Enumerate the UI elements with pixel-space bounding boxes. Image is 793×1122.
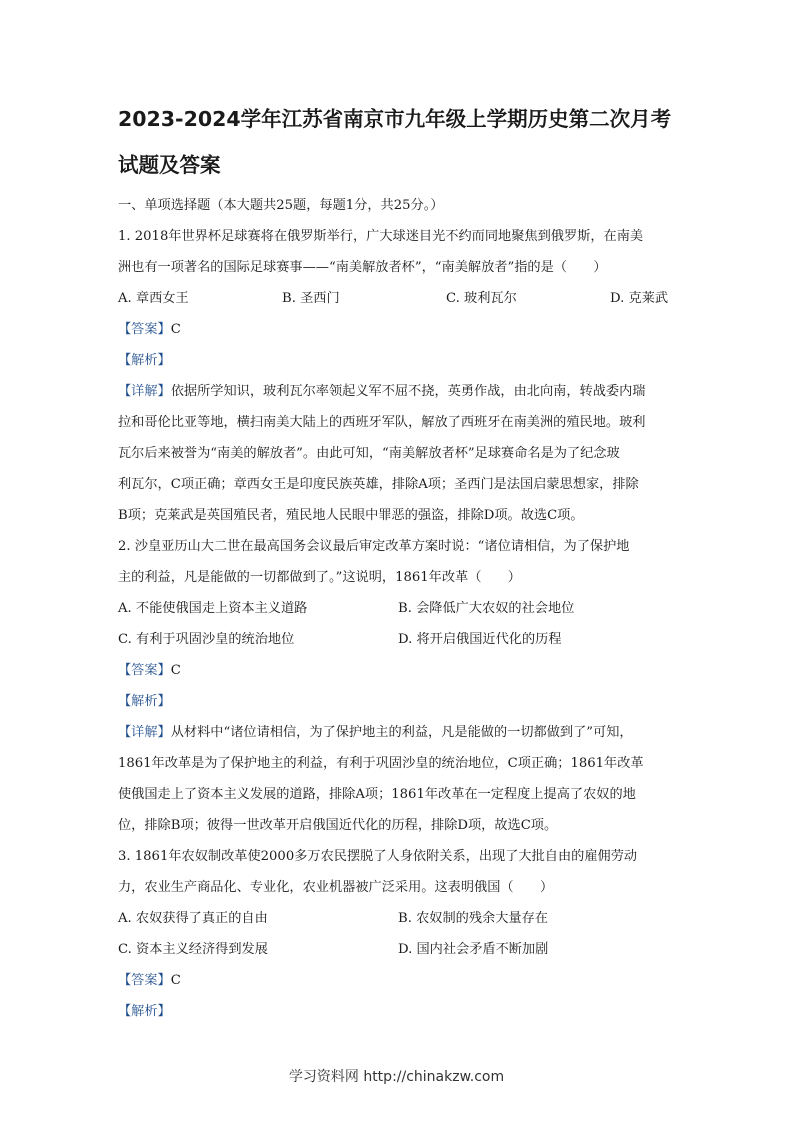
option-c: C. 资本主义经济得到发展 — [118, 942, 268, 957]
detail-label: 【详解】 — [118, 384, 171, 399]
option-b: B. 会降低广大农奴的社会地位 — [398, 601, 575, 616]
options-row — [118, 903, 678, 934]
option-a: A. 不能使俄国走上资本主义道路 — [118, 601, 308, 616]
option-b: B. 农奴制的残余大量存在 — [398, 911, 548, 926]
analysis-label: 【解析】 — [118, 694, 171, 709]
options-row — [118, 624, 678, 655]
detail-text: 瓦尔后来被誉为“南美的解放者”。由此可知，“南美解放者杯”足球赛命名是为了纪念玻 — [118, 446, 620, 461]
title-line-1: 2023-2024学年江苏省南京市九年级上学期历史第二次月考 — [118, 107, 672, 131]
question-2 — [118, 531, 678, 841]
question-stem-line: 3. 1861年农奴制改革使2000多万农民摆脱了人身依附关系，出现了大批自由的雇佣劳动 — [118, 849, 638, 864]
detail-label: 【详解】 — [118, 725, 171, 740]
detail-text: 拉和哥伦比亚等地，横扫南美大陆上的西班牙军队，解放了西班牙在南美洲的殖民地。玻利 — [118, 415, 646, 430]
option-c: C. 玻利瓦尔 — [446, 291, 517, 306]
answer-line — [118, 655, 678, 686]
options-row — [118, 593, 678, 624]
question-stem-line: 主的利益，凡是能做的一切都做到了。”这说明，1861年改革（ ） — [118, 570, 521, 585]
detail-text: B项；克莱武是英国殖民者，殖民地人民眼中罪恶的强盗，排除D项。故选C项。 — [118, 508, 584, 523]
document-content — [118, 96, 678, 1027]
analysis-label: 【解析】 — [118, 353, 171, 368]
detail-text: 从材料中“诸位请相信，为了保护地主的利益，凡是能做的一切都做到了”可知， — [170, 725, 633, 740]
footer-watermark: 学习资料网 http://chinakzw.com — [288, 1069, 505, 1085]
answer-value: C — [170, 322, 181, 337]
answer-label: 【答案】 — [118, 663, 171, 678]
analysis-line — [118, 996, 678, 1027]
analysis-line — [118, 345, 678, 376]
option-b: B. 圣西门 — [282, 291, 340, 306]
option-a: A. 章西女王 — [118, 291, 189, 306]
title-line-2: 试题及答案 — [118, 153, 221, 177]
detail-line — [118, 376, 678, 407]
answer-value: C — [170, 973, 181, 988]
question-stem-line: 力，农业生产商品化、专业化，农业机器被广泛采用。这表明俄国（ ） — [118, 880, 554, 895]
section-heading: 一、单项选择题（本大题共25题，每题1分，共25分。） — [118, 198, 444, 213]
question-1 — [118, 221, 678, 531]
question-3 — [118, 841, 678, 1027]
document-title — [118, 96, 678, 188]
detail-text: 1861年改革是为了保护地主的利益，有利于巩固沙皇的统治地位，C项正确；1861年改革 — [118, 756, 644, 771]
answer-label: 【答案】 — [118, 973, 171, 988]
detail-text: 位，排除B项；彼得一世改革开启俄国近代化的历程，排除D项，故选C项。 — [118, 818, 558, 833]
question-stem-line: 1. 2018年世界杯足球赛将在俄罗斯举行，广大球迷目光不约而同地聚焦到俄罗斯，在南美 — [118, 229, 644, 244]
option-c: C. 有利于巩固沙皇的统治地位 — [118, 632, 295, 647]
options-row — [118, 934, 678, 965]
detail-text: 利瓦尔，C项正确；章西女王是印度民族英雄，排除A项；圣西门是法国启蒙思想家，排除 — [118, 477, 639, 492]
answer-line — [118, 314, 678, 345]
option-d: D. 将开启俄国近代化的历程 — [398, 632, 562, 647]
options-row — [118, 283, 678, 314]
detail-line — [118, 717, 678, 748]
detail-text: 依据所学知识，玻利瓦尔率领起义军不屈不挠，英勇作战，由北向南，转战委内瑞 — [170, 384, 646, 399]
analysis-label: 【解析】 — [118, 1004, 171, 1019]
answer-line — [118, 965, 678, 996]
question-stem-line: 洲也有一项著名的国际足球赛事——“南美解放者杯”，“南美解放者”指的是（ ） — [118, 260, 607, 275]
option-a: A. 农奴获得了真正的自由 — [118, 911, 268, 926]
detail-text: 使俄国走上了资本主义发展的道路，排除A项；1861年改革在一定程度上提高了农奴的地 — [118, 787, 636, 802]
answer-value: C — [170, 663, 181, 678]
answer-label: 【答案】 — [118, 322, 171, 337]
question-stem-line: 2. 沙皇亚历山大二世在最高国务会议最后审定改革方案时说：“诸位请相信，为了保护地 — [118, 539, 630, 554]
option-d: D. 克莱武 — [610, 291, 669, 306]
option-d: D. 国内社会矛盾不断加剧 — [398, 942, 549, 957]
analysis-line — [118, 686, 678, 717]
